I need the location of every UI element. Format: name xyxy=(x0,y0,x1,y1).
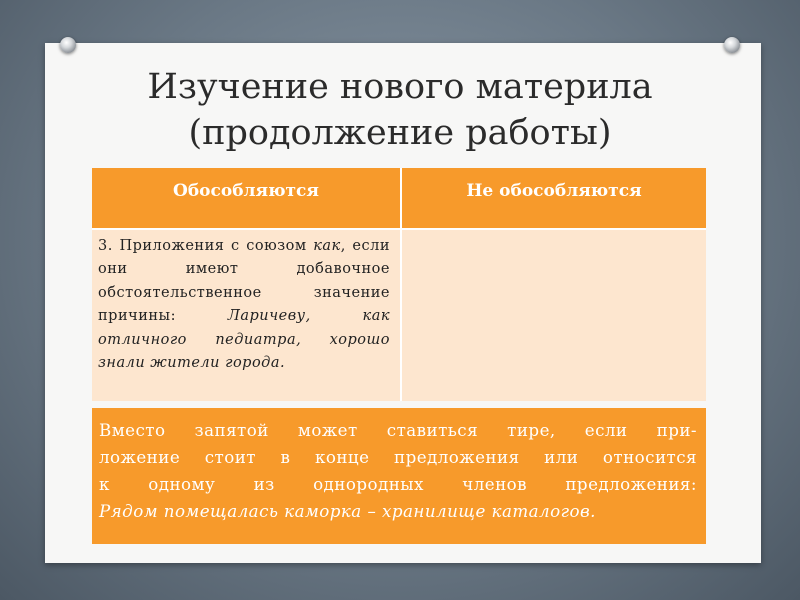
note-line-3: к одному из однородных членов предложения: xyxy=(99,474,697,494)
header-not-isolated: Не обособляются xyxy=(402,168,706,228)
cell-isolated-text xyxy=(98,235,390,375)
cell-rest: , если они имеют добавочное обстоятельственное значение причины: xyxy=(98,238,391,325)
header-isolated: Обособляются xyxy=(92,168,400,228)
pushpin-icon xyxy=(60,37,76,53)
cell-example: Ларичеву, как отличного педиатра, хорошо знали жители города. xyxy=(98,308,390,372)
cell-isolated xyxy=(92,230,400,401)
note-example: Рядом помещалась каморка – хранилище каталогов. xyxy=(99,501,596,521)
title-line-2: (продолжение работы) xyxy=(188,113,612,153)
note-line-2: ложение стоит в конце предложения или относится xyxy=(99,447,697,467)
cell-lead: 3. Приложения с союзом xyxy=(98,238,314,254)
cell-lead-italic: как xyxy=(313,238,341,254)
note-box xyxy=(92,408,706,544)
note-line-1: Вместо запятой может ставиться тире, если при- xyxy=(99,420,697,440)
pushpin-icon xyxy=(724,37,740,53)
title-line-1: Изучение нового материла xyxy=(147,67,653,107)
comparison-table xyxy=(92,168,706,401)
slide-title xyxy=(90,64,710,156)
cell-not-isolated xyxy=(402,230,706,401)
